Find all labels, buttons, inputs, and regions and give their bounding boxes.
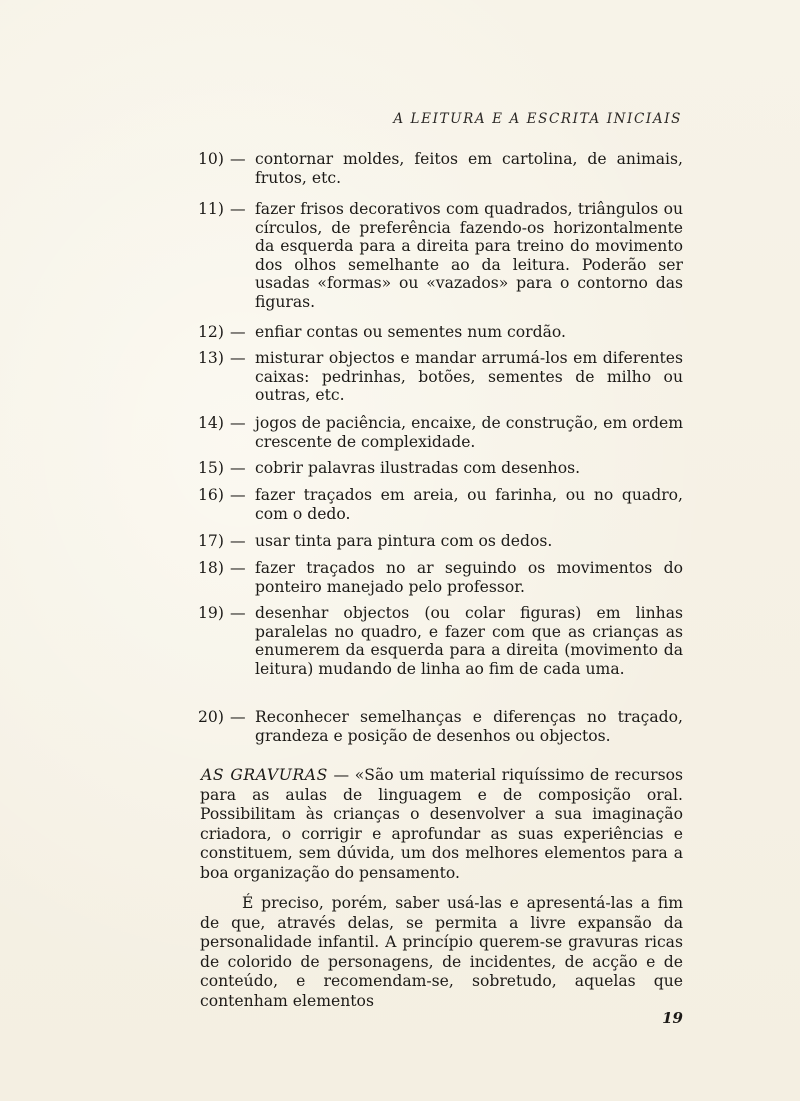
item-dash: —	[230, 150, 246, 168]
section-text: «São um material riquíssimo de recursos para as aulas de linguagem e de composição oral. Possibilitam às crianças o desenvolver a sua imaginação criadora, o corrigir e aprofundar as suas experiências e constituem, sem dúvida, um dos melhores elementos para a boa organização do pensamento.	[200, 766, 683, 882]
list-item	[198, 459, 683, 478]
item-dash: —	[230, 559, 246, 577]
item-dash: —	[230, 604, 246, 622]
item-text: usar tinta para pintura com os dedos.	[255, 532, 553, 550]
list-item	[198, 486, 683, 523]
item-text: enfiar contas ou sementes num cordão.	[255, 323, 566, 341]
item-text: Reconhecer semelhanças e diferenças no traçado, grandeza e posição de desenhos ou objectos.	[255, 708, 683, 745]
item-text: fazer traçados no ar seguindo os movimentos do ponteiro manejado pelo professor.	[255, 559, 683, 596]
preciso-paragraph: É preciso, porém, saber usá-las e apresentá-las a fim de que, através delas, se permita a livre expansão da personalidade infantil. A princípio querem-se gravuras ricas de colorido de personagens, de incidentes, de acção e de conteúdo, e recomendam-se, sobretudo, aquelas que contenham elementos	[200, 894, 683, 1010]
item-number: 18)	[198, 559, 224, 577]
page-number: 19	[662, 1009, 683, 1027]
item-number: 16)	[198, 486, 224, 504]
item-number: 17)	[198, 532, 224, 550]
item-number: 20)	[198, 708, 224, 726]
list-item	[198, 414, 683, 451]
item-number: 11)	[198, 200, 224, 218]
item-text: misturar objectos e mandar arrumá-los em diferentes caixas: pedrinhas, botões, sementes de milho ou outras, etc.	[255, 349, 683, 405]
list-item	[198, 532, 683, 551]
item-text: contornar moldes, feitos em cartolina, de animais, frutos, etc.	[255, 150, 683, 187]
list-item	[198, 604, 683, 678]
item-dash: —	[230, 486, 246, 504]
list-item	[198, 349, 683, 405]
section-lead: AS GRAVURAS	[201, 766, 328, 784]
item-dash: —	[230, 414, 246, 432]
item-text: jogos de paciência, encaixe, de construção, em ordem crescente de complexidade.	[255, 414, 683, 451]
section-dash: —	[333, 766, 350, 784]
item-text: fazer frisos decorativos com quadrados, triângulos ou círculos, de preferência fazendo-os horizontalmente da esquerda para a direita para treino do movimento dos olhos semelhante ao da leitura. Poderão ser usadas «formas» ou «vazados» para o contorno das figuras.	[255, 200, 683, 311]
running-head: A LEITURA E A ESCRITA INICIAIS	[393, 111, 682, 127]
item-dash: —	[230, 323, 246, 341]
item-dash: —	[230, 349, 246, 367]
item-text: desenhar objectos (ou colar figuras) em linhas paralelas no quadro, e fazer com que as crianças as enumerem da esquerda para a direita (movimento da leitura) mudando de linha ao fim de cada uma.	[255, 604, 683, 678]
item-dash: —	[230, 459, 246, 477]
list-item	[198, 200, 683, 312]
item-number: 13)	[198, 349, 224, 367]
item-number: 10)	[198, 150, 224, 168]
list-item	[198, 559, 683, 596]
item-number: 12)	[198, 323, 224, 341]
item-number: 15)	[198, 459, 224, 477]
list-item	[198, 708, 683, 745]
list-item	[198, 323, 683, 342]
item-dash: —	[230, 532, 246, 550]
gravuras-paragraph	[200, 766, 683, 884]
item-dash: —	[230, 708, 246, 726]
item-text: cobrir palavras ilustradas com desenhos.	[255, 459, 581, 477]
list-item	[198, 150, 683, 187]
item-number: 19)	[198, 604, 224, 622]
item-text: fazer traçados em areia, ou farinha, ou no quadro, com o dedo.	[255, 486, 683, 523]
item-dash: —	[230, 200, 246, 218]
item-number: 14)	[198, 414, 224, 432]
